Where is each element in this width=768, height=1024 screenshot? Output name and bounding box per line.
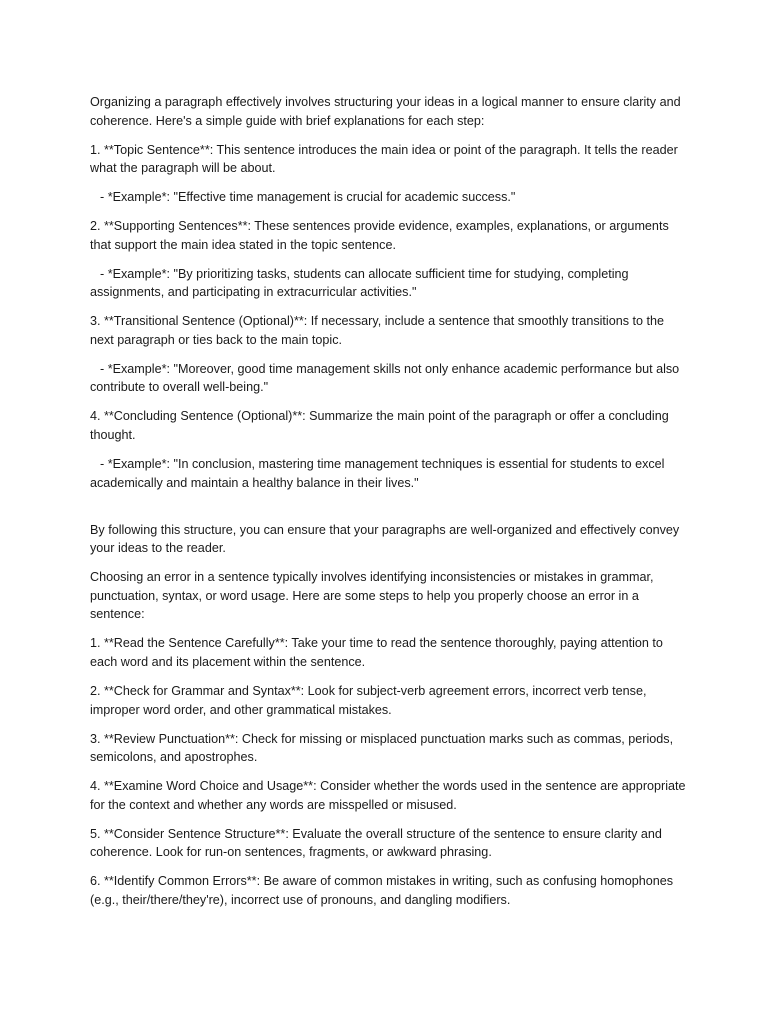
- section-gap: [90, 503, 690, 521]
- step-supporting-sentences: 2. **Supporting Sentences**: These sentences provide evidence, examples, explanations, or arguments that support the main idea stated in the topic sentence.: [90, 219, 669, 252]
- example-topic-sentence: - *Example*: "Effective time management is crucial for academic success.": [100, 190, 516, 205]
- example-transitional-sentence: - *Example*: "Moreover, good time management skills not only enhance academic performance but also contribute to overall well-being.": [90, 361, 680, 395]
- example-supporting-sentences: - *Example*: "By prioritizing tasks, students can allocate sufficient time for studying, completing assignments, and participating in extracurricular activities.": [90, 266, 629, 300]
- error-intro-paragraph: Choosing an error in a sentence typically involves identifying inconsistencies or mistakes in grammar, punctuation, syntax, or word usage. Here are some steps to help you properly choose an error in a sentence:: [90, 570, 654, 622]
- step-sentence-structure: 5. **Consider Sentence Structure**: Evaluate the overall structure of the sentence to ensure clarity and coherence. Look for run-on sentences, fragments, or awkward phrasing.: [90, 826, 662, 860]
- step-transitional-sentence: 3. **Transitional Sentence (Optional)**: If necessary, include a sentence that smoothly transitions to the next paragraph or ties back to the main topic.: [90, 314, 665, 347]
- example-concluding-sentence: - *Example*: "In conclusion, mastering time management techniques is essential for students to excel academically and maintain a healthy balance in their lives.": [90, 457, 665, 490]
- step-punctuation: 3. **Review Punctuation**: Check for missing or misplaced punctuation marks such as commas, periods, semicolons, and apostrophes.: [90, 731, 674, 765]
- step-topic-sentence: 1. **Topic Sentence**: This sentence introduces the main idea or point of the paragraph. It tells the reader what the paragraph will be about.: [90, 142, 678, 176]
- step-concluding-sentence: 4. **Concluding Sentence (Optional)**: Summarize the main point of the paragraph or offer a concluding thought.: [90, 409, 669, 443]
- step-common-errors: 6. **Identify Common Errors**: Be aware of common mistakes in writing, such as confusing homophones (e.g., their/there/they're), incorrect use of pronouns, and dangling modifiers.: [90, 874, 674, 907]
- step-read-carefully: 1. **Read the Sentence Carefully**: Take your time to read the sentence thoroughly, paying attention to each word and its placement within the sentence.: [90, 636, 663, 669]
- document-body: [90, 93, 690, 920]
- step-word-choice: 4. **Examine Word Choice and Usage**: Consider whether the words used in the sentence are appropriate for the context and whether any words are misspelled or misused.: [90, 779, 686, 812]
- intro-paragraph: Organizing a paragraph effectively involves structuring your ideas in a logical manner to ensure clarity and coherence. Here's a simple guide with brief explanations for each step:: [90, 95, 681, 128]
- structure-summary-paragraph: By following this structure, you can ensure that your paragraphs are well-organized and effectively convey your ideas to the reader.: [90, 522, 680, 556]
- step-grammar-syntax: 2. **Check for Grammar and Syntax**: Look for subject-verb agreement errors, incorrect verb tense, improper word order, and other grammatical mistakes.: [90, 683, 647, 717]
